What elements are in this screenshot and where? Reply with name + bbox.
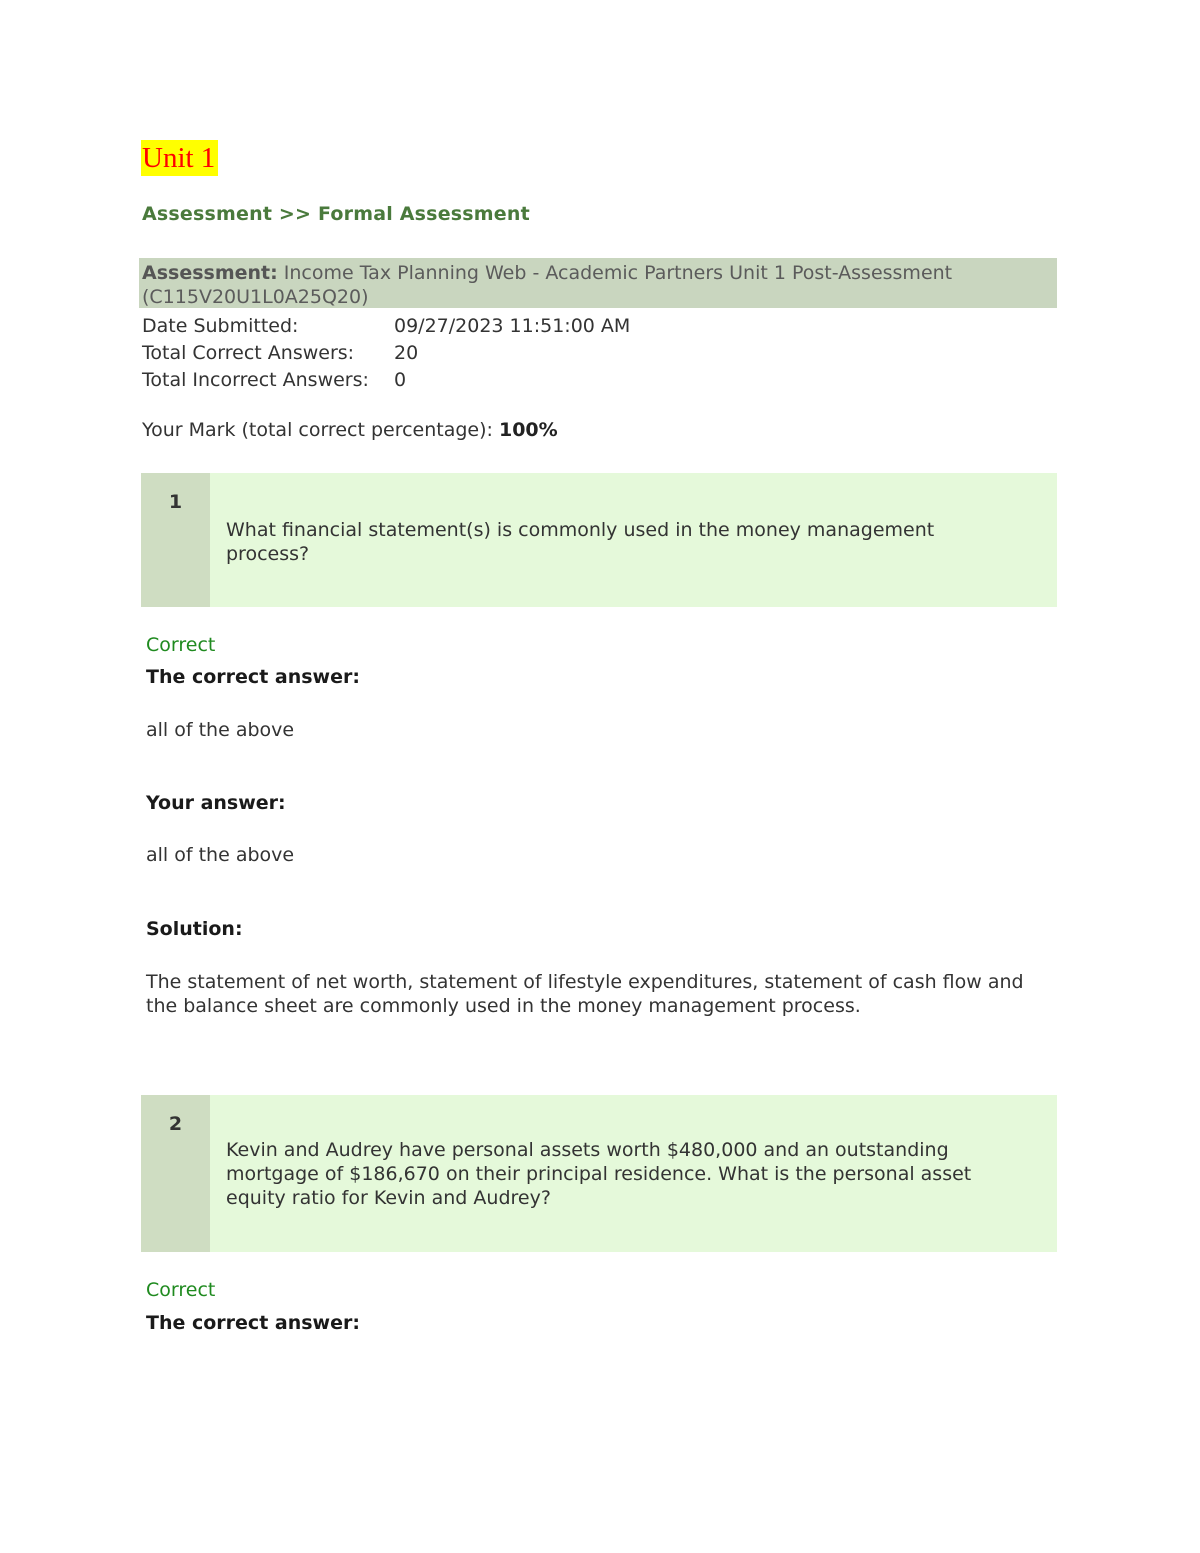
correct-answer-label: The correct answer: — [146, 666, 360, 688]
total-incorrect-row — [142, 368, 407, 392]
question-number: 2 — [168, 1113, 183, 1135]
your-answer-label: Your answer: — [146, 792, 286, 814]
your-answer: all of the above — [146, 844, 295, 866]
question-status: Correct — [146, 634, 216, 656]
unit-title: Unit 1 — [141, 140, 218, 176]
your-mark-row — [142, 418, 558, 442]
total-correct-row — [142, 341, 419, 365]
your-mark-label: Your Mark (total correct percentage): — [142, 419, 493, 441]
assessment-label: Assessment: — [142, 262, 278, 284]
assessment-header — [139, 258, 1057, 308]
solution-label: Solution: — [146, 918, 243, 940]
breadcrumb: Assessment >> Formal Assessment — [142, 203, 530, 225]
total-incorrect-value: 0 — [394, 369, 407, 391]
your-mark-value: 100% — [498, 419, 558, 441]
assessment-name: Income Tax Planning Web - Academic Partners Unit 1 Post-Assessment (C115V20U1L0A25Q20) — [142, 262, 953, 308]
correct-answer-label: The correct answer: — [146, 1312, 360, 1334]
question-text: Kevin and Audrey have personal assets worth $480,000 and an outstanding mortgage of $186,670 on their principal residence. What is the personal asset equity ratio for Kevin and Audrey? — [226, 1139, 972, 1209]
solution-text: The statement of net worth, statement of lifestyle expenditures, statement of cash flow and the balance sheet are commonly used in the money management process. — [146, 971, 1024, 1017]
question-number: 1 — [168, 491, 183, 513]
correct-answer: all of the above — [146, 719, 295, 741]
question-text: What financial statement(s) is commonly used in the money management process? — [226, 519, 935, 565]
total-correct-value: 20 — [394, 342, 419, 364]
question-box-2 — [141, 1095, 1057, 1252]
question-status: Correct — [146, 1279, 216, 1301]
date-submitted-row — [142, 314, 631, 338]
total-correct-label: Total Correct Answers: — [142, 342, 355, 364]
date-submitted-label: Date Submitted: — [142, 315, 299, 337]
total-incorrect-label: Total Incorrect Answers: — [142, 369, 369, 391]
question-box-1 — [141, 473, 1057, 607]
date-submitted-value: 09/27/2023 11:51:00 AM — [394, 315, 631, 337]
